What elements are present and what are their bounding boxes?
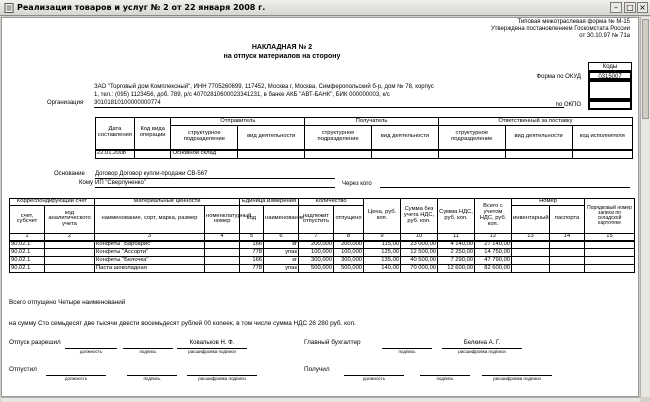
form-date: от 30.10.97 № 71а bbox=[579, 33, 630, 39]
row-qty-released: 300,000 bbox=[334, 257, 364, 265]
form-type: Типовая межотраслевая форма № М-15 bbox=[517, 19, 630, 25]
passport-header: паспорта bbox=[550, 205, 585, 233]
unit-code-header: код bbox=[240, 205, 264, 233]
row-unit-name: упак bbox=[264, 265, 299, 273]
table-row bbox=[10, 257, 635, 265]
row-total: 47 790,00 bbox=[475, 257, 512, 265]
col-number: 4 bbox=[205, 233, 240, 240]
row-name: Конфеты "Белочка" bbox=[95, 257, 205, 265]
table-row bbox=[10, 265, 635, 273]
basis-underline bbox=[95, 178, 335, 179]
vertical-scrollbar[interactable] bbox=[640, 17, 650, 397]
allowed-label: Отпуск разрешил bbox=[9, 339, 61, 346]
row-unit-code: 166 bbox=[240, 241, 264, 249]
caption-position: должность bbox=[362, 376, 386, 381]
row-account: 90.02.1 bbox=[10, 249, 45, 257]
sender-struct-header: структурное подразделение bbox=[171, 126, 238, 150]
caption-decode: расшифровка подписи bbox=[198, 376, 246, 381]
okud-label: Форма по ОКУД bbox=[536, 74, 581, 80]
row-vat: 12 600,00 bbox=[438, 265, 475, 273]
org-line1: ЗАО "Торговый дом Комплексный", ИНН 7705260699, 117452, Москва г, Москва, Симферопольский б-р, дом № 78, корпус bbox=[94, 84, 434, 90]
row-unit-code: 166 bbox=[240, 257, 264, 265]
row-sum: 12 500,00 bbox=[401, 249, 438, 257]
price-header: Цена, руб. коп. bbox=[364, 199, 401, 234]
col-number: 14 bbox=[550, 233, 585, 240]
table-row bbox=[10, 241, 635, 249]
row-price: 115,00 bbox=[364, 241, 401, 249]
table-row bbox=[10, 249, 635, 257]
row-price: 135,00 bbox=[364, 257, 401, 265]
total-sum-text: на сумму Сто семьдесят две тысячи двести восемьдесят рублей 00 копеек, в том числе сумма НДС 26 280 руб. коп. bbox=[9, 320, 356, 327]
receiver-struct-header: структурное подразделение bbox=[305, 126, 372, 150]
resp-struct-header: структурное подразделение bbox=[438, 126, 505, 150]
materials-header: Материальные ценности bbox=[95, 199, 240, 206]
col-number: 10 bbox=[401, 233, 438, 240]
caption-decode: расшифровка подписи bbox=[188, 349, 236, 354]
caption-signature: подпись bbox=[143, 376, 161, 381]
okpo-value bbox=[588, 100, 632, 110]
chief-label: Главный бухгалтер bbox=[304, 339, 361, 346]
receiver-header: Получатель bbox=[305, 118, 439, 126]
row-qty-due: 500,000 bbox=[299, 265, 334, 273]
to-label: Кому bbox=[79, 180, 94, 186]
close-button[interactable]: × bbox=[637, 2, 648, 13]
minimize-button[interactable]: – bbox=[610, 2, 622, 13]
org-underline bbox=[94, 107, 564, 108]
unit-name-header: наименование bbox=[264, 205, 299, 233]
caption-signature: подпись bbox=[436, 376, 454, 381]
col-number: 5 bbox=[240, 233, 264, 240]
quantity-header: Количество bbox=[299, 199, 364, 206]
row-account: 90.02.1 bbox=[10, 257, 45, 265]
maximize-button[interactable]: □ bbox=[624, 2, 636, 13]
receiver-activity-header: вид деятельности bbox=[372, 126, 439, 150]
row-vat: 7 290,00 bbox=[438, 257, 475, 265]
to-value: ИП "Сверлуненко" bbox=[95, 180, 146, 186]
sender-struct-value: Основной склад bbox=[171, 150, 238, 159]
row-qty-released: 100,000 bbox=[334, 249, 364, 257]
op-header: Код вида операции bbox=[134, 118, 171, 150]
basis-label: Основание bbox=[54, 171, 85, 177]
form-approval: Утверждена постановлением Госкомстата России bbox=[490, 26, 630, 32]
col-number: 8 bbox=[334, 233, 364, 240]
date-value: 22.01.2008 bbox=[96, 150, 135, 159]
chief-name: Белкина А. Г. bbox=[463, 340, 501, 346]
row-total: 27 140,00 bbox=[475, 241, 512, 249]
row-unit-code: 778 bbox=[240, 249, 264, 257]
row-qty-due: 200,000 bbox=[299, 241, 334, 249]
codes-empty bbox=[588, 80, 632, 100]
through-label: Через кого bbox=[342, 181, 372, 187]
col-number: 3 bbox=[95, 233, 205, 240]
row-sum: 40 500,00 bbox=[401, 257, 438, 265]
codes-header: Коды bbox=[588, 62, 632, 71]
document-page bbox=[1, 17, 639, 397]
row-unit-name: кг bbox=[264, 257, 299, 265]
org-label: Организация bbox=[47, 100, 84, 106]
row-account: 90.02.1 bbox=[10, 241, 45, 249]
number-header: Номер bbox=[512, 199, 585, 206]
sender-header: Отправитель bbox=[171, 118, 305, 126]
card-header: Порядковый номер записи по складской картотеке bbox=[585, 199, 635, 234]
sum-header: Сумма без учета НДС, руб. коп. bbox=[401, 199, 438, 234]
unit-header: Единица измерения bbox=[240, 199, 299, 206]
row-qty-released: 200,000 bbox=[334, 241, 364, 249]
org-line3: 30101810100000000774 bbox=[94, 100, 161, 106]
vat-header: Сумма НДС, руб. коп. bbox=[438, 199, 475, 234]
scrollbar-thumb[interactable] bbox=[642, 19, 649, 119]
org-line2: 1, тел.: (095) 1123456, доб. 789, р/с 40702810600023341231, в банке АКБ "АВТ-БАНК", БИК 000000003, к/с bbox=[94, 92, 390, 98]
col-number: 13 bbox=[512, 233, 550, 240]
row-sum: 70 000,00 bbox=[401, 265, 438, 273]
items-table bbox=[9, 198, 635, 273]
row-qty-due: 100,000 bbox=[299, 249, 334, 257]
received-label: Получил bbox=[304, 366, 330, 373]
row-account: 90.02.1 bbox=[10, 265, 45, 273]
col-number: 15 bbox=[585, 233, 635, 240]
document-icon bbox=[4, 3, 14, 13]
responsible-header: Ответственный за поставку bbox=[438, 118, 632, 126]
exec-code-header: код исполнителя bbox=[572, 126, 632, 150]
inventory-header: инвентарный bbox=[512, 205, 550, 233]
through-underline bbox=[380, 187, 630, 188]
row-qty-due: 300,000 bbox=[299, 257, 334, 265]
account-header: счет, субсчет bbox=[10, 205, 45, 233]
col-number: 12 bbox=[475, 233, 512, 240]
col-number: 7 bbox=[299, 233, 334, 240]
col-number: 11 bbox=[438, 233, 475, 240]
horizontal-scrollbar[interactable] bbox=[1, 397, 640, 402]
to-underline bbox=[95, 187, 335, 188]
row-name: Конфеты "Ассорти" bbox=[95, 249, 205, 257]
row-name: Паста шоколадная bbox=[95, 265, 205, 273]
total-items-text: Всего отпущено Четыре наименований bbox=[9, 299, 126, 306]
caption-decode: расшифровка подписи bbox=[493, 376, 541, 381]
allowed-name: Ковальков Н. Ф. bbox=[189, 340, 235, 346]
col-number: 2 bbox=[45, 233, 95, 240]
basis-value: Договор Договор купли-продажи СВ-567 bbox=[95, 171, 208, 177]
nomenclature-header: номенклатурный номер bbox=[205, 205, 240, 233]
okpo-label: по ОКПО bbox=[555, 102, 581, 108]
row-price: 125,00 bbox=[364, 249, 401, 257]
caption-position: должность bbox=[64, 376, 88, 381]
corr-account-header: Корреспондирующий счет bbox=[10, 199, 95, 206]
col-number: 1 bbox=[10, 233, 45, 240]
row-sum: 23 000,00 bbox=[401, 241, 438, 249]
row-total: 14 750,00 bbox=[475, 249, 512, 257]
resp-activity-header: вид деятельности bbox=[505, 126, 572, 150]
window-titlebar bbox=[0, 0, 650, 16]
row-total: 82 600,00 bbox=[475, 265, 512, 273]
row-unit-name: кг bbox=[264, 241, 299, 249]
doc-title: НАКЛАДНАЯ № 2 bbox=[251, 44, 313, 51]
header-table bbox=[95, 117, 633, 159]
okud-value: 0315007 bbox=[588, 71, 632, 80]
row-vat: 4 140,00 bbox=[438, 241, 475, 249]
row-vat: 2 250,00 bbox=[438, 249, 475, 257]
qty-released-header: отпущено bbox=[334, 205, 364, 233]
caption-position: должность bbox=[79, 349, 103, 354]
row-unit-code: 778 bbox=[240, 265, 264, 273]
sender-activity-header: вид деятельности bbox=[238, 126, 305, 150]
doc-subtitle: на отпуск материалов на сторону bbox=[223, 53, 341, 60]
row-unit-name: упак bbox=[264, 249, 299, 257]
col-number: 9 bbox=[364, 233, 401, 240]
name-header: наименование, сорт, марка, размер bbox=[95, 205, 205, 233]
caption-signature: подпись bbox=[398, 349, 416, 354]
analytic-header: код аналитического учета bbox=[45, 205, 95, 233]
qty-due-header: надлежит отпустить bbox=[299, 205, 334, 233]
col-number: 6 bbox=[264, 233, 299, 240]
date-header: Дата составления bbox=[96, 118, 135, 150]
window-title: Реализация товаров и услуг № 2 от 22 января 2008 г. bbox=[17, 3, 266, 12]
row-price: 140,00 bbox=[364, 265, 401, 273]
total-header: Всего с учетом НДС, руб. коп. bbox=[475, 199, 512, 234]
caption-decode: расшифровка подписи bbox=[458, 349, 506, 354]
released-label: Отпустил bbox=[9, 366, 37, 373]
row-name: Конфеты "Барбарис" bbox=[95, 241, 205, 249]
row-qty-released: 500,000 bbox=[334, 265, 364, 273]
op-value bbox=[134, 150, 171, 159]
caption-signature: подпись bbox=[139, 349, 157, 354]
